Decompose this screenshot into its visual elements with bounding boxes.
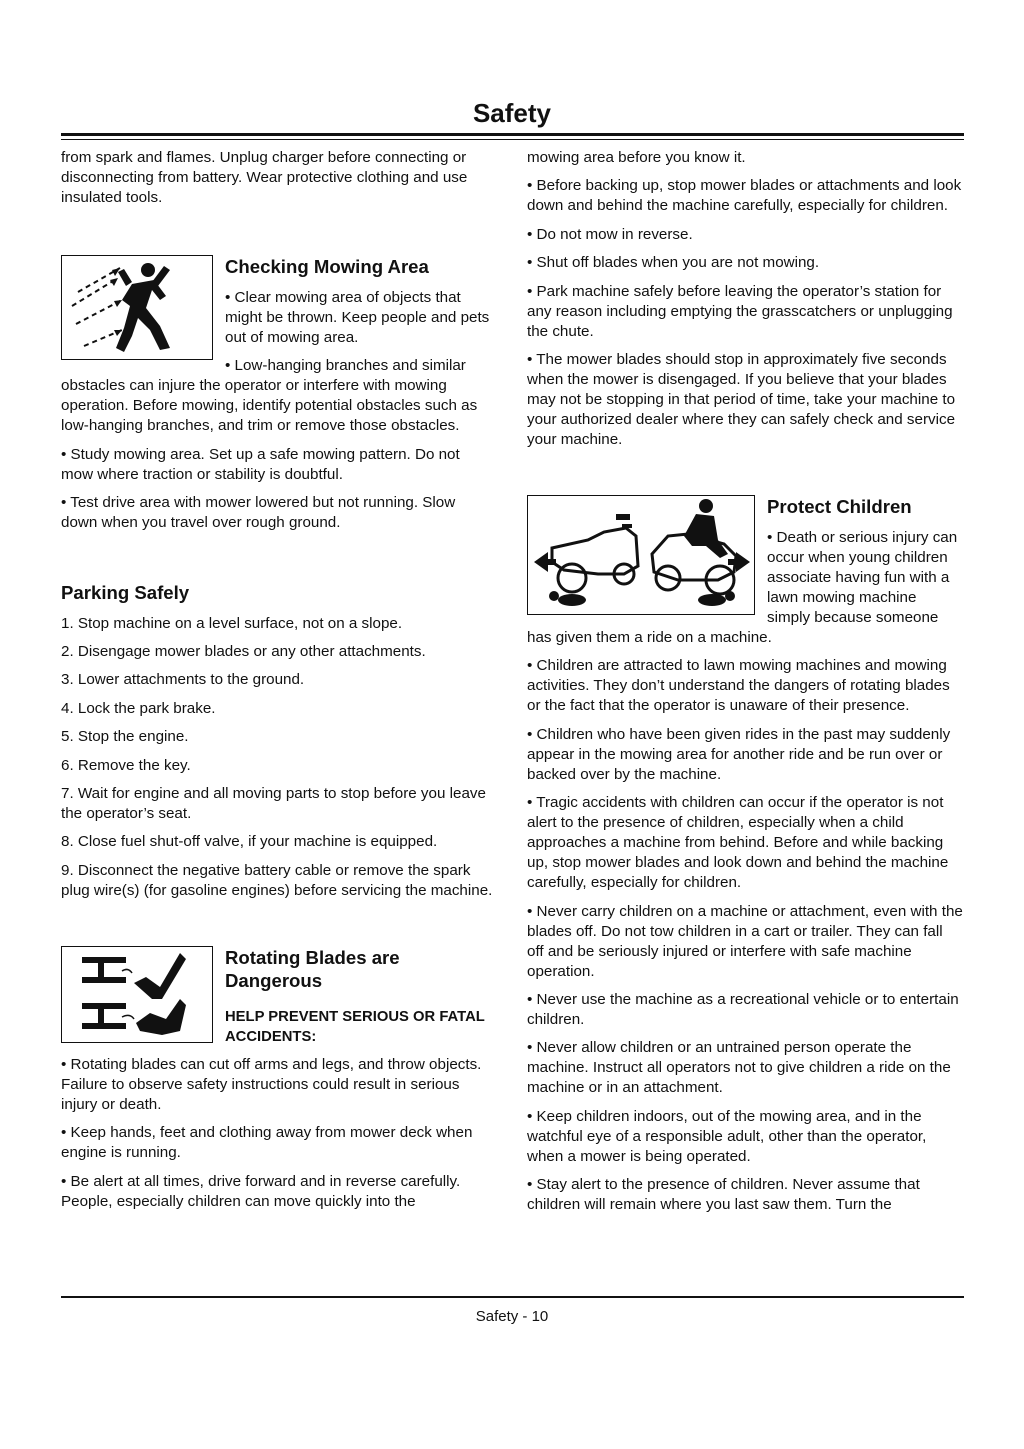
page-title: Safety: [472, 98, 552, 128]
blades-warning-caps: HELP PREVENT SERIOUS OR FATAL ACCIDENTS:: [225, 1008, 485, 1045]
list-item: 6. Remove the key.: [61, 756, 191, 774]
intro-paragraph: from spark and flames. Unplug charger before connecting or disconnecting from battery. Wear protective clothing and use insulated tools.: [61, 149, 468, 206]
list-item: • Clear mowing area of objects that might be thrown. Keep people and pets out of mowing area.: [225, 289, 490, 346]
list-item: 7. Wait for engine and all moving parts to stop before you leave the operator’s seat.: [61, 784, 486, 822]
parking-safely-heading: Parking Safely: [61, 581, 190, 603]
list-item: • Before backing up, stop mower blades or attachments and look down and behind the machine carefully, especially for children.: [527, 177, 962, 215]
list-item: • Park machine safely before leaving the operator’s station for any reason including emptying the grasscatchers or unplugging the chute.: [527, 282, 953, 340]
list-item: • Children are attracted to lawn mowing machines and mowing activities. They don’t understand the dangers of rotating blades or the fact that the operator is unaware of their presence.: [527, 657, 950, 715]
list-item: 4. Lock the park brake.: [61, 699, 216, 717]
list-item: • Shut off blades when you are not mowing.: [527, 254, 820, 272]
list-item: • Rotating blades can cut off arms and legs, and throw objects. Failure to observe safety instructions could result in serious injury or death.: [61, 1056, 482, 1114]
list-item: 9. Disconnect the negative battery cable or remove the spark plug wire(s) (for gasoline engines) before servicing the machine.: [61, 861, 493, 899]
list-item: • Never carry children on a machine or attachment, even with the blades off. Do not tow children in a cart or trailer. They can fall off and be seriously injured or interfere with safe machine operation.: [527, 902, 963, 980]
rotating-blades-warning-icon: [61, 946, 213, 1043]
checking-mowing-area-heading: Checking Mowing Area: [225, 256, 429, 277]
protect-children-section: [527, 495, 963, 1215]
list-item: • Death or serious injury can occur when young children associate having fun with a lawn mowing machine simply because someone has given them a ride on a machine.: [527, 528, 958, 646]
list-item: • Keep hands, feet and clothing away from mower deck when engine is running.: [61, 1124, 473, 1162]
left-column: [61, 148, 495, 1220]
list-item: • Low-hanging branches and similar obstacles can injure the operator or interfere with mowing operation. Before mowing, identify potential obstacles such as low-hanging branches, and trim or remove those obstacles.: [61, 357, 478, 435]
rotating-blades-heading: Rotating Blades are Dangerous: [225, 946, 400, 991]
checking-mowing-area-section: [61, 255, 495, 542]
list-item: • Never allow children or an untrained person operate the machine. Instruct all operators not to give children a ride on the machine or in an attachment.: [527, 1039, 951, 1097]
list-item: mowing area before you know it.: [527, 149, 746, 166]
header-rule-thin: [61, 139, 964, 140]
list-item: • Stay alert to the presence of children. Never assume that children will remain where you last saw them. Turn the: [527, 1176, 920, 1214]
header-rule: [61, 133, 964, 136]
list-item: • The mower blades should stop in approximately five seconds when the mower is disengaged. If you believe that your blades may not be stopping in that period of time, take your machine to your authorized dealer where they can safely check and service your machine.: [527, 350, 956, 448]
parking-safely-section: [61, 581, 495, 901]
list-item: • Be alert at all times, drive forward and in reverse carefully. People, especially children can move quickly into the: [61, 1172, 461, 1210]
rotating-blades-section: [61, 946, 495, 1212]
list-item: 5. Stop the engine.: [61, 728, 189, 746]
page-number: Safety - 10: [475, 1308, 549, 1325]
protect-children-heading: Protect Children: [767, 495, 912, 517]
thrown-objects-warning-icon: [61, 255, 213, 360]
list-item: 8. Close fuel shut-off valve, if your machine is equipped.: [61, 833, 438, 851]
list-item: • Test drive area with mower lowered but not running. Slow down when you travel over rough ground.: [61, 494, 456, 532]
right-column: [527, 148, 963, 1223]
list-item: • Keep children indoors, out of the mowing area, and in the watchful eye of a responsible adult, other than the operator, when a mower is being operated.: [527, 1107, 927, 1165]
list-item: • Study mowing area. Set up a safe mowing pattern. Do not mow where traction or stability is doubtful.: [61, 445, 460, 483]
list-item: • Tragic accidents with children can occur if the operator is not alert to the presence of children, especially when a child approaches a machine from behind. Before and while backing up, stop mower blades and look down and behind the machine carefully, especially for children.: [527, 794, 949, 892]
list-item: • Children who have been given rides in the past may suddenly appear in the mowing area for another ride and be run over or backed over by the machine.: [527, 725, 951, 783]
list-item: 3. Lower attachments to the ground.: [61, 671, 305, 689]
footer-rule: [61, 1296, 964, 1298]
list-item: 1. Stop machine on a level surface, not on a slope.: [61, 614, 403, 632]
list-item: 2. Disengage mower blades or any other attachments.: [61, 642, 426, 660]
list-item: • Do not mow in reverse.: [527, 225, 693, 243]
list-item: • Never use the machine as a recreational vehicle or to entertain children.: [527, 990, 959, 1028]
children-mower-warning-icon: [527, 495, 755, 615]
